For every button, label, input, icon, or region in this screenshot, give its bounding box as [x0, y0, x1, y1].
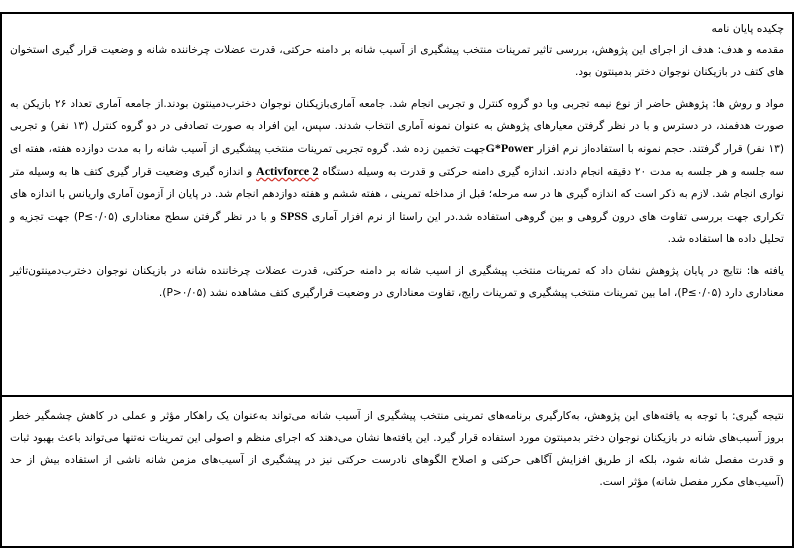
conclusion-cell	[2, 397, 792, 546]
methods-text-a: پژوهش حاضر از نوع نیمه تجربی وبا دو گروه کنترل و تجربی انجام شد. جامعه آماری‌بازیکنان نوجوان دخترب‌دمینتون بودند.از جامعه آماری تعداد ۲۶ بازیکن به صورت هدفمند، در دسترس و با در نظر گرفتن معیارهای پژوهش به عنوان نمونه آماری انتخاب شدند. سپس، این افراد به صورت تصادفی در دو گروه کنترل (۱۳ نفر) و تجربی (۱۳ نفر) قرار گرفتند. حجم نمونه با استفاده‌از نرم افزار	[10, 98, 784, 155]
device-term: Activforce 2	[256, 164, 319, 178]
findings-text: نتایج در پایان پژوهش نشان داد که تمرینات منتخب پیشگیری از اسیب شانه بر دامنه حرکتی، قدرت عضلات چرخاننده شانه در بازیکنان نوجوان دخترب‌دمینتون‌تاثیر معناداری دارد (P≤۰/۰۵)، اما بین تمرینات منتخب پیشگیری و تمرینات رایج، تفاوت معناداری در وضعیت قرارگیری کتف مشاهده نشد (P>۰/۰۵).	[10, 265, 784, 299]
findings-paragraph	[10, 260, 784, 304]
methods-text-b: جهت تخمین زده شد. گروه تجربی تمرینات منتخب پیشگیری از آسیب شانه را به مدت دوازده هفته، هفته ای سه جلسه و هر جلسه به مدت ۲۰ دقیقه انجام دادند. اندازه گیری دامنه حرکتی و قدرت به وسیله دستگاه	[10, 143, 784, 178]
gpower-term: G*Power	[485, 141, 534, 155]
methods-text-d: و با در نظر گرفتن سطح معناداری (P≤۰/۰۵) جهت تجزیه و تحلیل داده ها استفاده شد.	[10, 211, 784, 245]
spss-term: SPSS	[280, 209, 308, 223]
conclusion-text: با توجه به یافته‌های این پژوهش، به‌کارگیری برنامه‌های تمرینی منتخب پیشگیری از آسیب شانه می‌تواند به‌عنوان یک راهکار مؤثر و عملی در کاهش چشمگیر خطر بروز آسیب‌های شانه در بازیکنان نوجوان دختر بدمینتون مورد استفاده قرار گیرد. این یافته‌ها نشان می‌دهند که اجرای منظم و اصولی این تمرینات نه‌تنها می‌تواند باعث بهبود ثبات و قدرت مفصل شانه شود، بلکه از طریق افزایش آگاهی حرکتی و اصلاح الگوهای نادرست حرکتی نیز در پیشگیری از آسیب‌های مزمن شانه ناشی از استفاده بیش از حد (آسیب‌های مکرر مفصل شانه) مؤثر است.	[10, 410, 784, 488]
findings-label: یافته ها:	[746, 265, 784, 277]
methods-label: مواد و روش ها:	[712, 98, 784, 110]
conclusion-label: نتیجه گیری:	[731, 410, 784, 422]
abstract-table	[0, 12, 794, 548]
abstract-main-cell	[2, 14, 792, 397]
methods-paragraph	[10, 93, 784, 250]
intro-label: مقدمه و هدف:	[717, 44, 784, 56]
intro-text: هدف از اجرای این پژوهش، بررسی تاثیر تمرینات منتخب پیشگیری از آسیب شانه بر دامنه حرکتی، قدرت عضلات چرخاننده شانه و وضعیت قرار گیری استخوان های کتف در بازیکنان نوجوان دختر بدمینتون بود.	[10, 44, 784, 78]
abstract-title: چکیده پایان نامه	[711, 22, 784, 35]
conclusion-paragraph	[10, 405, 784, 493]
intro-paragraph	[10, 39, 784, 83]
methods-text-c: و اندازه گیری وضعیت قرار گیری کتف ها به وسیله متر نواری انجام شد. لازم به ذکر است که اندازه گیری ها در سه مرحله؛ قبل از مداخله تمرینی ، هفته ششم و هفته دوازدهم انجام شد. در پایان از آزمون آماری واریانس با اندازه های تکراری جهت بررسی تفاوت های درون گروهی و بین گروهی استفاده شد.در این راستا از نرم افزار آماری	[10, 166, 784, 223]
